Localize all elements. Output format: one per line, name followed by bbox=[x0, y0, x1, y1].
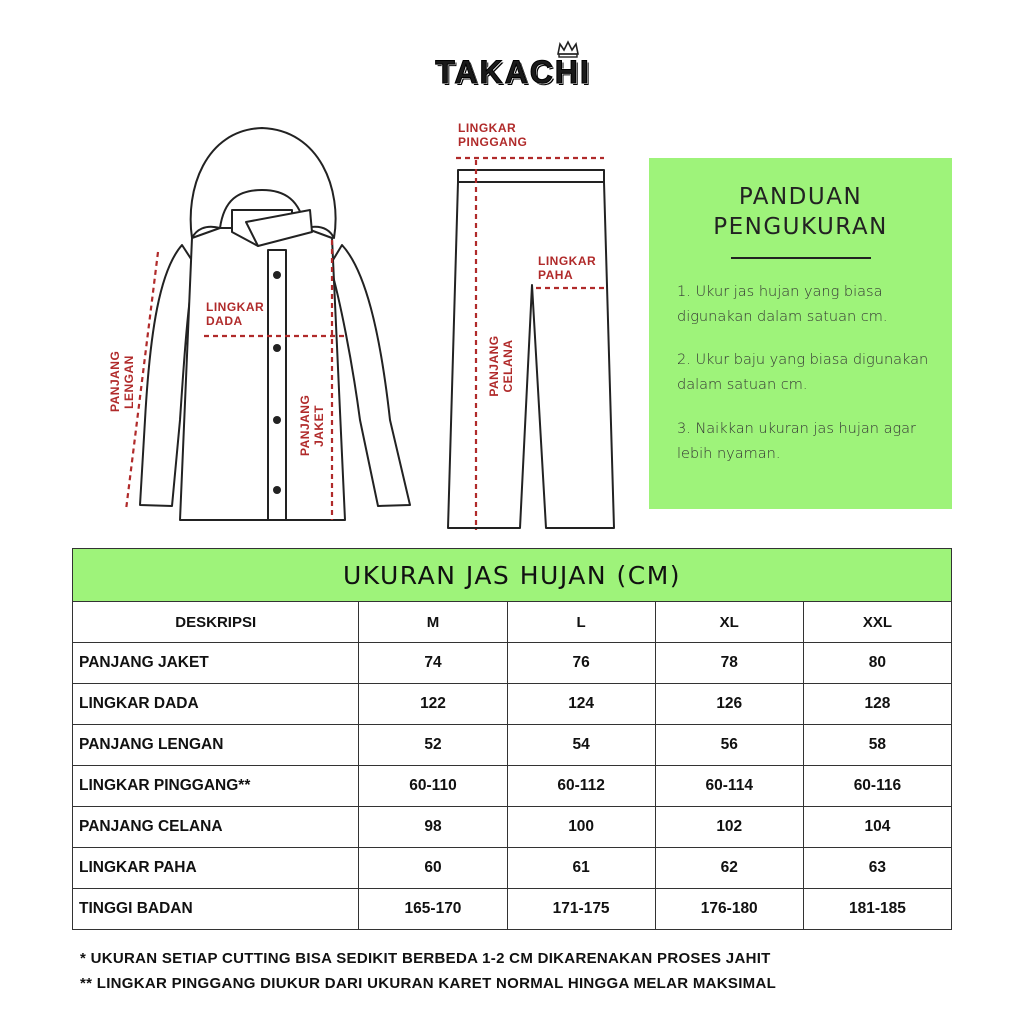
header-cell: XXL bbox=[803, 602, 951, 643]
label-panjang-celana: PANJANG CELANA bbox=[487, 335, 515, 397]
table-row bbox=[73, 848, 952, 889]
table-title: UKURAN JAS HUJAN (CM) bbox=[73, 549, 952, 602]
cell-value: 80 bbox=[803, 643, 951, 684]
table-header-row bbox=[73, 602, 952, 643]
header-cell: DESKRIPSI bbox=[73, 602, 359, 643]
label-panjang-jaket: PANJANG JAKET bbox=[298, 394, 326, 456]
guide-title: PANDUAN PENGUKURAN bbox=[713, 184, 888, 240]
cell-value: 122 bbox=[359, 684, 507, 725]
table-row bbox=[73, 684, 952, 725]
cell-value: 124 bbox=[507, 684, 655, 725]
table-row bbox=[73, 766, 952, 807]
size-table bbox=[72, 548, 952, 930]
cell-value: 176-180 bbox=[655, 889, 803, 930]
cell-value: 128 bbox=[803, 684, 951, 725]
footnote: * UKURAN SETIAP CUTTING BISA SEDIKIT BERBEDA 1-2 CM DIKARENAKAN PROSES JAHIT bbox=[80, 950, 771, 967]
cell-value: 61 bbox=[507, 848, 655, 889]
label-panjang-lengan: PANJANG LENGAN bbox=[108, 350, 136, 412]
cell-value: 56 bbox=[655, 725, 803, 766]
cell-value: 60-112 bbox=[507, 766, 655, 807]
row-label: TINGGI BADAN bbox=[73, 889, 359, 930]
cell-value: 104 bbox=[803, 807, 951, 848]
cell-value: 60 bbox=[359, 848, 507, 889]
row-label: PANJANG CELANA bbox=[73, 807, 359, 848]
cell-value: 63 bbox=[803, 848, 951, 889]
label-lingkar-pinggang: LINGKAR PINGGANG bbox=[458, 121, 528, 149]
cell-value: 102 bbox=[655, 807, 803, 848]
label-lingkar-dada: LINGKAR DADA bbox=[206, 300, 265, 328]
cell-value: 100 bbox=[507, 807, 655, 848]
header-cell: M bbox=[359, 602, 507, 643]
measurement-guide-panel bbox=[649, 158, 952, 509]
pants-drawing bbox=[448, 170, 614, 528]
row-label: PANJANG LENGAN bbox=[73, 725, 359, 766]
cell-value: 78 bbox=[655, 643, 803, 684]
row-label: LINGKAR DADA bbox=[73, 684, 359, 725]
table-row bbox=[73, 807, 952, 848]
row-label: LINGKAR PINGGANG** bbox=[73, 766, 359, 807]
jacket-drawing bbox=[140, 128, 410, 520]
cell-value: 60-116 bbox=[803, 766, 951, 807]
cell-value: 58 bbox=[803, 725, 951, 766]
cell-value: 54 bbox=[507, 725, 655, 766]
label-lingkar-paha: LINGKAR PAHA bbox=[538, 254, 597, 282]
logo-text: TAKACHI bbox=[435, 54, 591, 90]
cell-value: 165-170 bbox=[359, 889, 507, 930]
footnote: ** LINGKAR PINGGANG DIUKUR DARI UKURAN KARET NORMAL HINGGA MELAR MAKSIMAL bbox=[80, 975, 777, 992]
header-cell: L bbox=[507, 602, 655, 643]
cell-value: 60-110 bbox=[359, 766, 507, 807]
cell-value: 74 bbox=[359, 643, 507, 684]
guide-item: 1. Ukur jas hujan yang biasa digunakan dalam satuan cm. bbox=[677, 284, 888, 325]
table-title-row bbox=[73, 549, 952, 602]
footnotes bbox=[80, 946, 960, 996]
table-row bbox=[73, 643, 952, 684]
cell-value: 181-185 bbox=[803, 889, 951, 930]
table-row bbox=[73, 725, 952, 766]
row-label: PANJANG JAKET bbox=[73, 643, 359, 684]
cell-value: 126 bbox=[655, 684, 803, 725]
cell-value: 62 bbox=[655, 848, 803, 889]
guide-divider bbox=[731, 257, 871, 259]
cell-value: 98 bbox=[359, 807, 507, 848]
guide-item: 2. Ukur baju yang biasa digunakan dalam satuan cm. bbox=[677, 352, 929, 393]
cell-value: 76 bbox=[507, 643, 655, 684]
table-row bbox=[73, 889, 952, 930]
row-label: LINGKAR PAHA bbox=[73, 848, 359, 889]
cell-value: 60-114 bbox=[655, 766, 803, 807]
cell-value: 52 bbox=[359, 725, 507, 766]
guide-item: 3. Naikkan ukuran jas hujan agar lebih nyaman. bbox=[677, 421, 917, 462]
header-cell: XL bbox=[655, 602, 803, 643]
cell-value: 171-175 bbox=[507, 889, 655, 930]
